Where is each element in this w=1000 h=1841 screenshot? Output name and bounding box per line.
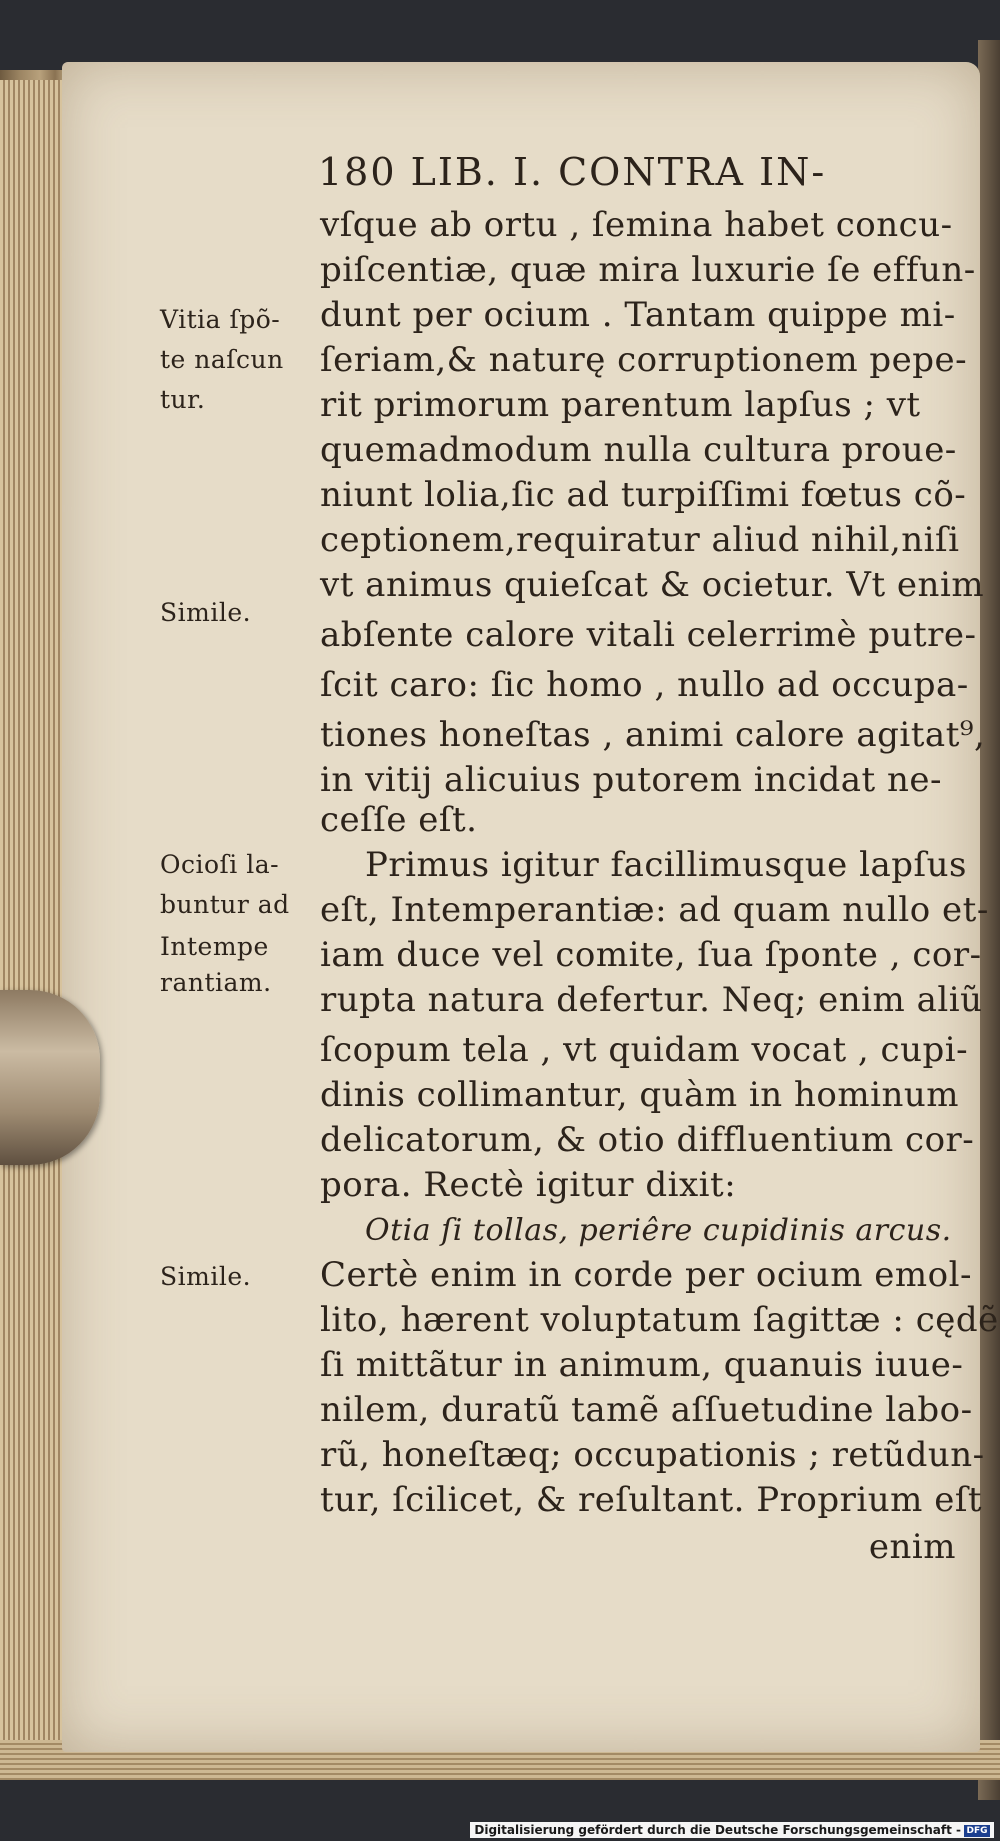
body-line: pora. Rectè igitur dixit: (320, 1165, 737, 1205)
body-line: vſque ab ortu , ſemina habet concu- (320, 205, 953, 245)
body-line: dunt per ocium . Tantam quippe mi- (320, 295, 956, 335)
margin-note: buntur ad (160, 890, 290, 919)
margin-note: Vitia ſpõ- (160, 305, 281, 334)
body-line: ſeriam,& naturę corruptionem pepe- (320, 340, 968, 380)
margin-note: rantiam. (160, 968, 272, 997)
body-line: niunt lolia,ſic ad turpiſſimi fœtus cõ- (320, 475, 967, 515)
body-line: quemadmodum nulla cultura proue- (320, 430, 957, 470)
dfg-logo-icon: DFG (964, 1825, 990, 1837)
body-line: ſi mittãtur in animum, quanuis iuue- (320, 1345, 964, 1385)
page-edges-left (0, 80, 62, 1760)
credit-text: Digitalisierung gefördert durch die Deutsche Forschungsgemeinschaft - (474, 1823, 961, 1837)
margin-note: Intempe (160, 932, 269, 961)
body-line: lito, hærent voluptatum ſagittæ : cędẽ (320, 1300, 999, 1340)
verse-quote: Otia ſi tollas, periêre cupidinis arcus. (365, 1213, 952, 1248)
margin-note: Ocioſi la- (160, 850, 280, 879)
body-line: in vitij alicuius putorem incidat ne- (320, 760, 942, 800)
body-line: ceptionem,requiratur aliud nihil,niſi (320, 520, 960, 560)
body-line: ſcopum tela , vt quidam vocat , cupi- (320, 1030, 969, 1070)
body-line: tur, ſcilicet, & reſultant. Proprium eſt (320, 1480, 983, 1520)
body-line: rit primorum parentum lapſus ; vt (320, 385, 921, 425)
body-line: dinis collimantur, quàm in hominum (320, 1075, 959, 1115)
margin-note: te naſcun (160, 345, 284, 374)
body-line: ceſſe eſt. (320, 800, 478, 840)
body-line: piſcentiæ, quæ mira luxurie ſe effun- (320, 250, 976, 290)
digitization-credit (470, 1822, 994, 1838)
body-line: Primus igitur facillimusque lapſus (365, 845, 967, 885)
margin-note: Simile. (160, 1262, 252, 1291)
margin-note: tur. (160, 385, 206, 414)
body-line: rupta natura defertur. Neq; enim aliũ (320, 980, 983, 1020)
body-line: Certè enim in corde per ocium emol- (320, 1255, 972, 1295)
body-line: ſcit caro: ſic homo , nullo ad occupa- (320, 665, 969, 705)
body-line: abſente calore vitali celerrimè putre- (320, 615, 977, 655)
body-line: tiones honeſtas , animi calore agitat⁹, (320, 715, 986, 755)
body-line: iam duce vel comite, ſua ſponte , cor- (320, 935, 982, 975)
body-line: delicatorum, & otio diffluentium cor- (320, 1120, 975, 1160)
catchword: enim (868, 1527, 956, 1567)
body-line: nilem, duratũ tamẽ aſſuetudine labo- (320, 1390, 973, 1430)
body-line: eſt, Intemperantiæ: ad quam nullo et- (320, 890, 989, 930)
running-head: 180 LIB. I. CONTRA IN- (318, 150, 827, 194)
margin-note: Simile. (160, 598, 252, 627)
body-line: vt animus quieſcat & ocietur. Vt enim (320, 565, 985, 605)
body-line: rũ, honeſtæq; occupationis ; retũdun- (320, 1435, 985, 1475)
